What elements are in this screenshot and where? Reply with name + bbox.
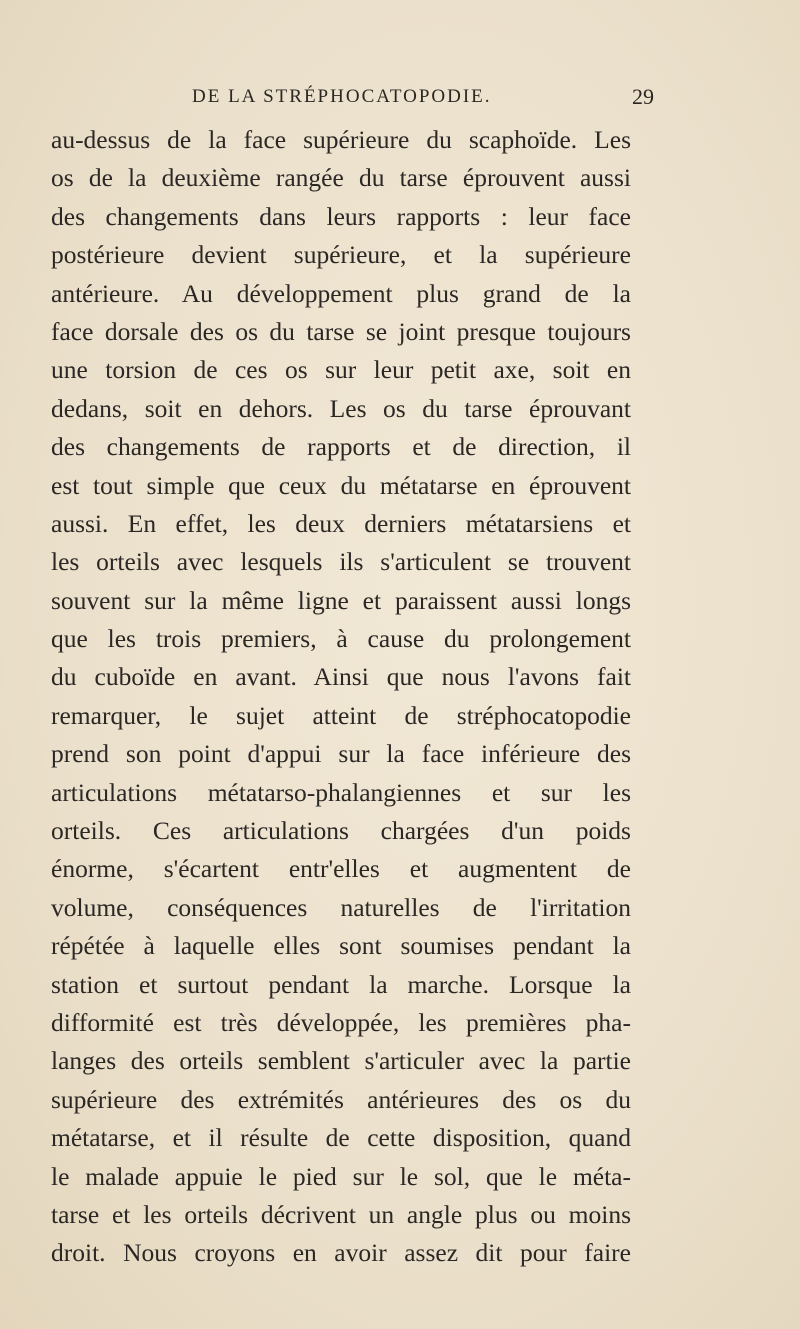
page-number: 29: [632, 84, 654, 109]
text-line: droit. Nous croyons en avoir assez dit pour faire: [51, 1238, 631, 1268]
text-line: au-dessus de la face supérieure du scaphoïde. Les: [51, 125, 631, 154]
text-line: énorme, s'écartent entr'elles et augmentent de: [51, 854, 631, 884]
text-line: est tout simple que ceux du métatarse en éprouvent: [51, 470, 631, 500]
text-line: langes des orteils semblent s'articuler avec la partie: [51, 1046, 631, 1076]
text-line: articulations métatarso-phalangiennes et sur les: [51, 777, 631, 807]
text-line: os de la deuxième rangée du tarse éprouvent aussi: [51, 163, 631, 193]
text-line: orteils. Ces articulations chargées d'un poids: [51, 816, 631, 846]
text-line: des changements de rapports et de direction, il: [51, 432, 631, 462]
text-line: remarquer, le sujet atteint de stréphocatopodie: [51, 700, 631, 730]
text-line: aussi. En effet, les deux derniers métatarsiens et: [51, 508, 631, 538]
text-line: tarse et les orteils décrivent un angle plus ou moins: [51, 1199, 631, 1229]
text-line: le malade appuie le pied sur le sol, que le méta-: [51, 1161, 631, 1191]
text-line: prend son point d'appui sur la face inférieure des: [51, 739, 631, 769]
body-text: [51, 121, 631, 1273]
text-line: dedans, soit en dehors. Les os du tarse éprouvant: [51, 393, 631, 423]
running-head: [0, 86, 800, 116]
text-line: des changements dans leurs rapports : leur face: [51, 201, 631, 231]
text-line: supérieure des extrémités antérieures des os du: [51, 1084, 631, 1114]
text-line: difformité est très développée, les premières pha-: [51, 1007, 631, 1037]
text-line: métatarse, et il résulte de cette disposition, quand: [51, 1123, 631, 1153]
text-line: du cuboïde en avant. Ainsi que nous l'avons fait: [51, 662, 631, 692]
text-line: antérieure. Au développement plus grand de la: [51, 278, 631, 308]
text-line: volume, conséquences naturelles de l'irritation: [51, 892, 631, 922]
text-line: les orteils avec lesquels ils s'articulent se trouvent: [51, 547, 631, 577]
text-line: station et surtout pendant la marche. Lorsque la: [51, 969, 631, 999]
running-title: DE LA STRÉPHOCATOPODIE.: [192, 86, 492, 107]
text-line: face dorsale des os du tarse se joint presque toujours: [51, 316, 631, 346]
text-line: que les trois premiers, à cause du prolongement: [51, 624, 631, 654]
text-line: répétée à laquelle elles sont soumises pendant la: [51, 931, 631, 961]
text-line: postérieure devient supérieure, et la supérieure: [51, 240, 631, 270]
text-line: souvent sur la même ligne et paraissent aussi longs: [51, 585, 631, 615]
text-line: une torsion de ces os sur leur petit axe, soit en: [51, 355, 631, 385]
